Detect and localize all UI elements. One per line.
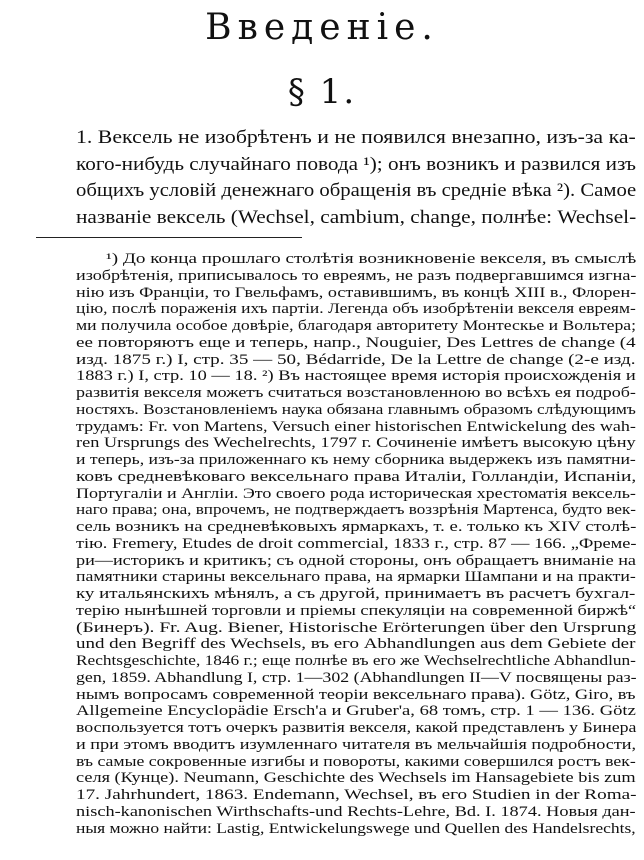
- footnote-line: ри—историкъ и критикъ; съ одной стороны, онъ обращаетъ вниманіе на: [76, 552, 636, 569]
- body-line: общихъ условій денежнаго обращенія въ средніе вѣка ²). Самое: [76, 180, 637, 201]
- footnote-line: нымъ вопросамъ современной теоріи вексельнаго права). Götz, Giro, въ: [76, 686, 636, 703]
- footnote-line: трудамъ: Fr. von Martens, Versuch einer historischen Entwickelung des wah-: [76, 418, 636, 435]
- footnote-line: и при этомъ вводитъ изумленнаго читателя въ мельчайшія подробности,: [76, 736, 637, 753]
- footnote-line: и теперь, изъ-за приложеннаго къ нему сборника выдержекъ изъ памятни-: [76, 452, 636, 468]
- footnote-line: Allgemeine Encyclopädie Ersch'a и Gruber'a, 68 томъ, стр. 1 — 136. Götz: [76, 703, 636, 720]
- footnote-line: сель возникъ на средневѣковыхъ ярмаркахъ, т. е. только къ XIV столѣ-: [76, 519, 637, 535]
- footnote-line: ностяхъ. Возстановленіемъ наука обязана главнымъ образомъ слѣдующимъ: [76, 401, 636, 418]
- body-line: 1. Вексель не изобрѣтенъ и не появился внезапно, изъ-за ка-: [76, 127, 636, 148]
- footnote-line: воспользуется тотъ очеркъ развитія векселя, какой представленъ у Бинера: [76, 720, 637, 736]
- footnote-line: und den Begriff des Wechsels, въ его Abhandlungen aus dem Gebiete der: [76, 636, 636, 653]
- footnote-line: селя (Кунце). Neumann, Geschichte des Wechsels im Hansagebiete bis zum: [76, 770, 636, 787]
- footnote-line: тію. Fremery, Etudes de droit commercial, 1833 г., стр. 87 — 166. „Фреме-: [76, 535, 637, 552]
- footnote-line: ку итальянскихъ мѣнялъ, а съ другой, принимаетъ въ расчетъ бухгал-: [76, 586, 636, 602]
- footnote-line: изобрѣтенія, приписывалось то евреямъ, не разъ подвергавшимся изгна-: [76, 267, 637, 284]
- footnote-line: наго права; она, впрочемъ, не подтверждаетъ воззрѣнія Мартенса, будто век-: [76, 502, 636, 519]
- footnote-line: памятники старины вексельнаго права, на ярмарки Шампани и на практи-: [76, 569, 636, 586]
- footnote-line: ¹) До конца прошлаго столѣтія возникновеніе векселя, въ смыслѣ: [106, 251, 637, 267]
- footnote-line: цію, послѣ пораженія ихъ партіи. Легенда объ изобрѣтеніи векселя евреям-: [76, 301, 636, 318]
- footnote-line: gen, 1859. Abhandlung I, стр. 1—302 (Abhandlungen II—V посвящены раз-: [76, 669, 637, 686]
- footnote-line: въ самые сокровенные изгибы и повороты, какими совершился ростъ век-: [76, 753, 636, 770]
- footnote-line: ее повторяютъ еще и теперь, напр., Nouguier, Des Lettres de change (4: [76, 334, 636, 351]
- footnote-line: ren Ursprungs des Wechelrechts, 1797 г. Сочиненіе имѣетъ высокую цѣну: [76, 435, 636, 452]
- footnote-line: развитія векселя можетъ считаться возстановленною во всѣхъ ея подроб-: [76, 385, 636, 401]
- footnote-line: ковъ средневѣковаго вексельнаго права Италіи, Голландіи, Испаніи,: [76, 468, 637, 485]
- section-number: § 1.: [287, 72, 357, 112]
- footnote-line: nisch-kanonischen Wirthschafts-und Rechts-Lehre, Bd. I. 1874. Новыя дан-: [76, 803, 636, 820]
- footnote-line: изд. 1875 г.) I, стр. 35 — 50, Bédarride, De la Lettre de change (2-е изд.: [76, 351, 636, 368]
- footnote-line: 17. Jahrhundert, 1863. Endemann, Wechsel, въ его Studien in der Roma-: [76, 787, 637, 803]
- footnote-line: 1883 г.) I, стр. 10 — 18. ²) Въ настоящее время исторія происхожденія и: [76, 368, 636, 385]
- footnote-rule: [36, 237, 302, 238]
- body-line: кого-нибудь случайнаго повода ¹); онъ возникъ и развился изъ: [76, 153, 636, 175]
- footnote-line: нію изъ Франціи, то Гвельфамъ, оставившимъ, въ концѣ XIII в., Флорен-: [76, 284, 637, 301]
- footnote-line: Rechtsgeschichte, 1846 г.; еще полнѣе въ его же Wechselrechtliche Abhandlun-: [76, 653, 636, 669]
- footnote-line: терію нынѣшней торговли и пріемы спекуляціи на современной биржѣ“: [76, 602, 637, 619]
- chapter-title: Введеніе.: [205, 7, 439, 48]
- footnote-line: (Бинеръ). Fr. Aug. Biener, Historische Erörterungen über den Ursprung: [76, 619, 637, 636]
- footnote-line: ныя можно найти: Lastig, Entwickelungswege und Quellen des Handelsrechts,: [76, 820, 636, 837]
- footnote-line: ми получила особое довѣріе, благодаря авторитету Монтескье и Вольтера;: [76, 318, 636, 334]
- footnote-line: Португаліи и Англіи. Это своего рода историческая хрестоматія вексель-: [76, 485, 636, 502]
- body-line: названіе вексель (Wechsel, cambium, change, полнѣе: Wechsel-: [76, 206, 637, 228]
